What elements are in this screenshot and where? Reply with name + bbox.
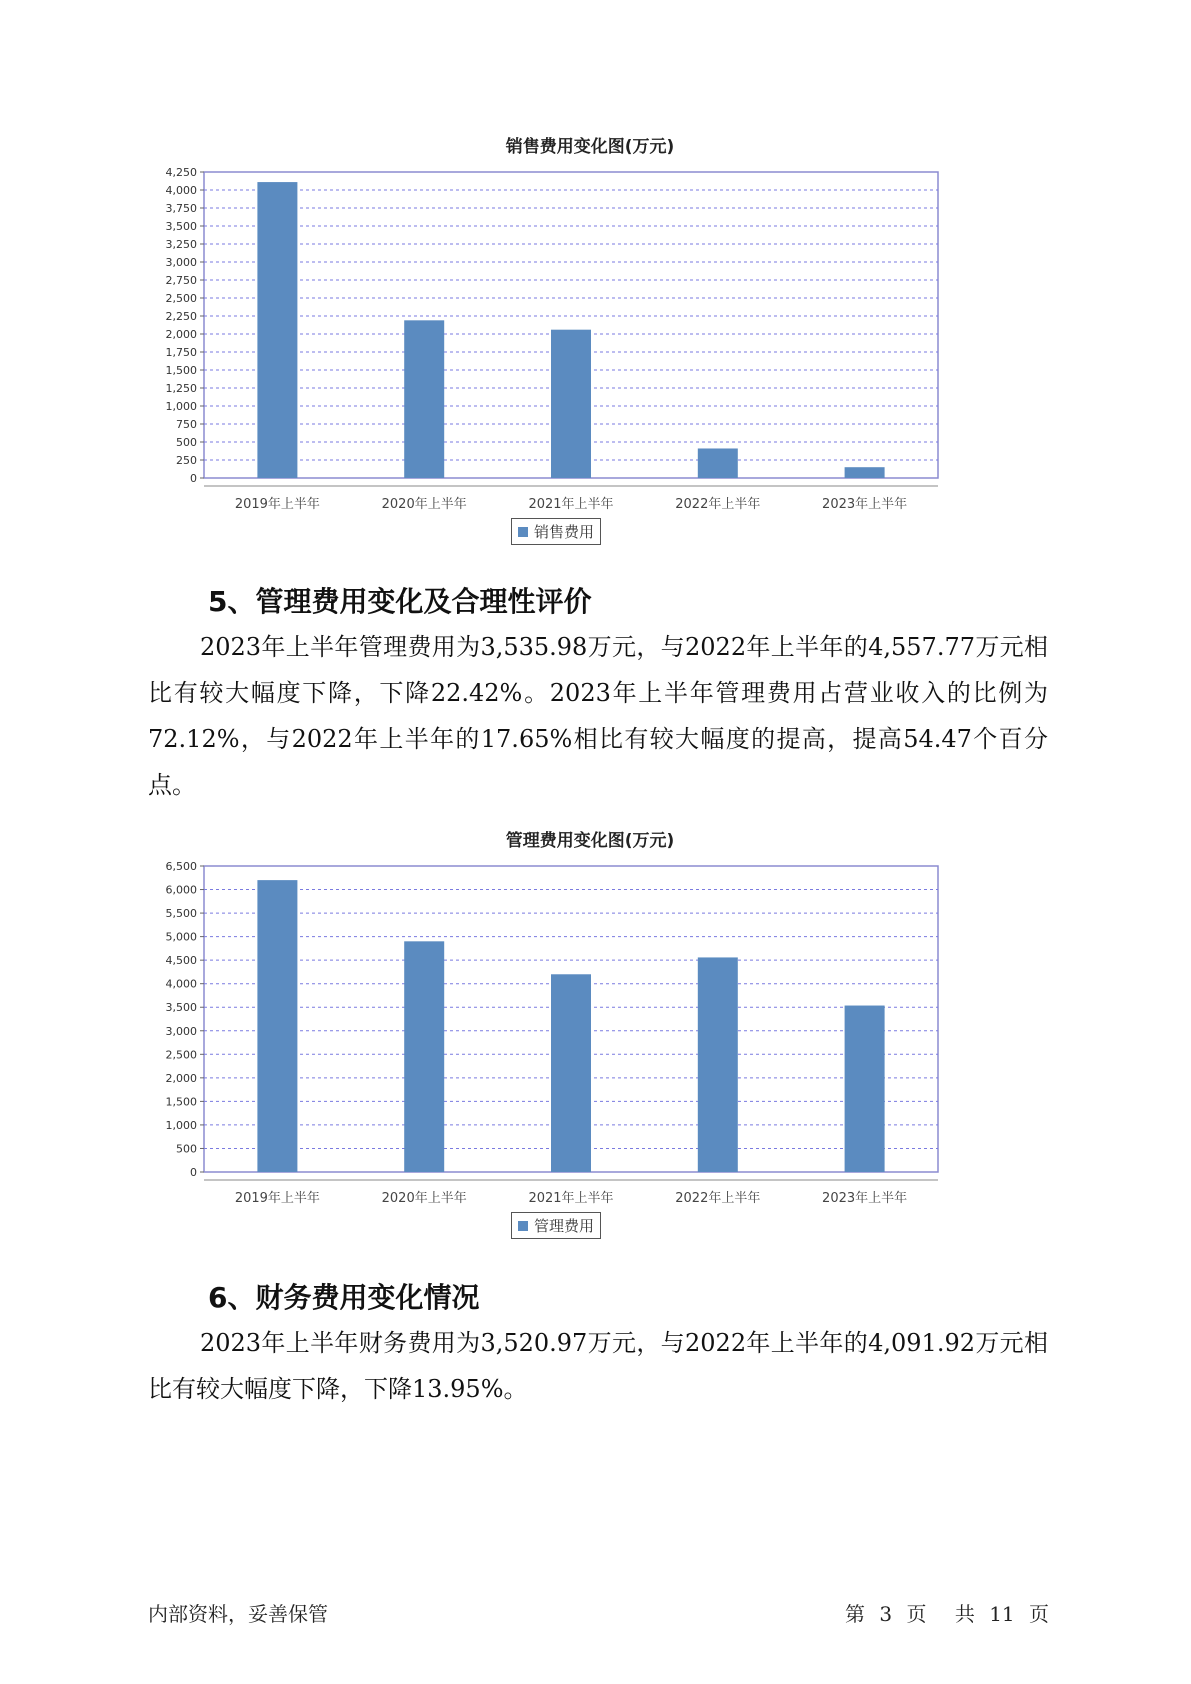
y-tick-label: 2,000 [165, 1071, 197, 1085]
section6-paragraph: 2023年上半年财务费用为3,520.97万元，与2022年上半年的4,091.92万元相比有较大幅度下降，下降13.95%。 [148, 1329, 1048, 1403]
y-tick-label: 1,750 [165, 346, 197, 359]
footer-page-info [845, 1598, 1049, 1627]
y-tick-label: 2,750 [165, 274, 197, 287]
y-tick-label: 4,000 [165, 977, 197, 991]
bar-0 [257, 182, 297, 478]
y-tick-label: 5,000 [165, 930, 197, 944]
bar-3 [698, 957, 738, 1172]
y-tick-label: 1,000 [165, 400, 197, 413]
y-tick-label: 5,500 [165, 907, 197, 921]
y-tick-label: 3,750 [165, 202, 197, 215]
bar-2 [551, 330, 591, 478]
x-tick-label: 2021年上半年 [528, 1191, 614, 1206]
y-tick-label: 1,500 [165, 1095, 197, 1109]
y-tick-label: 2,000 [165, 328, 197, 341]
sales-expense-chart [150, 132, 1030, 552]
x-tick-label: 2022年上半年 [675, 497, 761, 512]
sales-chart-svg [150, 162, 1030, 522]
x-tick-label: 2023年上半年 [822, 1191, 908, 1206]
admin-chart-title: 管理费用变化图(万元) [505, 831, 675, 851]
x-tick-label: 2020年上半年 [381, 497, 467, 512]
sales-chart-title: 销售费用变化图(万元) [505, 137, 675, 157]
total-label-pre: 共 [954, 1602, 975, 1626]
y-tick-label: 3,500 [165, 220, 197, 233]
y-tick-label: 500 [176, 436, 197, 449]
sales-chart-legend [511, 518, 601, 545]
footer-confidential-note: 内部资料，妥善保管 [148, 1602, 328, 1626]
bar-0 [257, 880, 297, 1172]
bar-4 [845, 1006, 885, 1172]
page-label-pre: 第 [845, 1602, 866, 1626]
x-tick-label: 2020年上半年 [381, 1191, 467, 1206]
total-pages: 11 [989, 1602, 1015, 1626]
section6-heading: 6、财务费用变化情况 [208, 1281, 480, 1314]
y-tick-label: 2,250 [165, 310, 197, 323]
page-number: 3 [879, 1602, 893, 1626]
x-tick-label: 2019年上半年 [234, 1191, 320, 1206]
y-tick-label: 3,500 [165, 1001, 197, 1015]
bar-1 [404, 320, 444, 478]
y-tick-label: 750 [176, 418, 197, 431]
y-tick-label: 4,000 [165, 184, 197, 197]
section5-heading: 5、管理费用变化及合理性评价 [208, 585, 592, 618]
x-tick-label: 2022年上半年 [675, 1191, 761, 1206]
y-tick-label: 1,500 [165, 364, 197, 377]
y-tick-label: 2,500 [165, 292, 197, 305]
legend-swatch [518, 1221, 528, 1231]
total-label-unit: 页 [1029, 1602, 1049, 1626]
bar-2 [551, 974, 591, 1172]
x-tick-label: 2023年上半年 [822, 497, 908, 512]
sales-legend-label: 销售费用 [534, 523, 595, 541]
y-tick-label: 3,250 [165, 238, 197, 251]
y-tick-label: 2,500 [165, 1048, 197, 1062]
y-tick-label: 6,000 [165, 883, 197, 897]
admin-expense-chart [150, 826, 1030, 1246]
y-tick-label: 4,250 [165, 166, 197, 179]
admin-chart-svg [150, 856, 1030, 1216]
y-tick-label: 250 [176, 454, 197, 467]
y-tick-label: 1,250 [165, 382, 197, 395]
section5-paragraph: 2023年上半年管理费用为3,535.98万元，与2022年上半年的4,557.77万元相比有较大幅度下降，下降22.42%。2023年上半年管理费用占营业收入的比例为72.12%，与2022年上半年的17.65%相比有较大幅度的提高，提高54.47个百分点。 [148, 633, 1048, 799]
page-label-unit: 页 [906, 1602, 927, 1626]
y-tick-label: 4,500 [165, 954, 197, 968]
x-tick-label: 2021年上半年 [528, 497, 614, 512]
y-tick-label: 0 [190, 472, 197, 485]
y-tick-label: 500 [176, 1142, 197, 1156]
y-tick-label: 1,000 [165, 1118, 197, 1132]
bar-1 [404, 941, 444, 1172]
y-tick-label: 0 [190, 1166, 197, 1179]
y-tick-label: 3,000 [165, 256, 197, 269]
bar-4 [845, 467, 885, 478]
y-tick-label: 6,500 [165, 860, 197, 873]
bar-3 [698, 448, 738, 478]
x-tick-label: 2019年上半年 [234, 497, 320, 512]
admin-chart-legend [511, 1212, 601, 1239]
legend-swatch [518, 527, 528, 537]
admin-legend-label: 管理费用 [534, 1217, 595, 1235]
y-tick-label: 3,000 [165, 1024, 197, 1038]
